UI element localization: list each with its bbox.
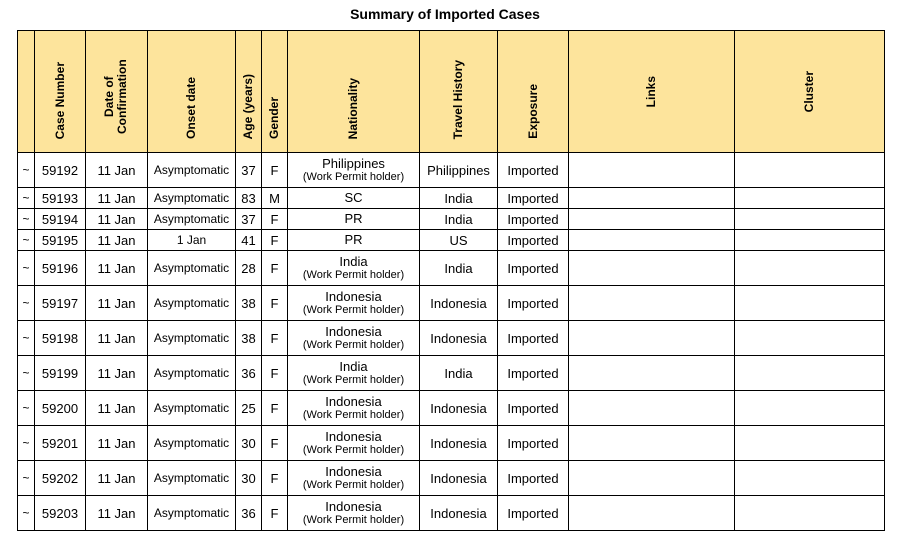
age-cell: 30 <box>236 426 262 461</box>
case-number-cell: 59198 <box>35 321 86 356</box>
row-marker: ~ <box>18 230 35 251</box>
exposure-cell: Imported <box>498 426 569 461</box>
cluster-cell <box>735 426 885 461</box>
links-cell <box>569 209 735 230</box>
gender-cell: F <box>262 209 288 230</box>
row-marker: ~ <box>18 426 35 461</box>
table-body <box>18 153 885 531</box>
row-marker: ~ <box>18 153 35 188</box>
table-row <box>18 321 885 356</box>
header-marker <box>18 31 35 153</box>
header-cluster: Cluster <box>735 31 885 153</box>
gender-cell: F <box>262 230 288 251</box>
age-cell: 36 <box>236 356 262 391</box>
age-cell: 41 <box>236 230 262 251</box>
table-row <box>18 230 885 251</box>
date-of-confirmation-cell: 11 Jan <box>86 251 148 286</box>
travel-history-cell: India <box>420 251 498 286</box>
links-cell <box>569 188 735 209</box>
links-cell <box>569 153 735 188</box>
exposure-cell: Imported <box>498 356 569 391</box>
page-title: Summary of Imported Cases <box>350 6 540 22</box>
nationality-value: Indonesia <box>325 393 382 409</box>
header-gender: Gender <box>262 31 288 153</box>
age-cell: 38 <box>236 286 262 321</box>
nationality-cell <box>288 496 420 531</box>
date-of-confirmation-cell: 11 Jan <box>86 391 148 426</box>
cluster-cell <box>735 188 885 209</box>
nationality-note: (Work Permit holder) <box>302 513 405 526</box>
gender-cell: F <box>262 426 288 461</box>
row-marker: ~ <box>18 356 35 391</box>
travel-history-cell: Philippines <box>420 153 498 188</box>
date-of-confirmation-cell: 11 Jan <box>86 321 148 356</box>
date-of-confirmation-cell: 11 Jan <box>86 286 148 321</box>
nationality-note: (Work Permit holder) <box>302 478 405 491</box>
header-links: Links <box>569 31 735 153</box>
links-cell <box>569 251 735 286</box>
age-cell: 28 <box>236 251 262 286</box>
nationality-value: PR <box>344 211 363 226</box>
nationality-cell <box>288 251 420 286</box>
travel-history-cell: India <box>420 209 498 230</box>
onset-date-cell: Asymptomatic <box>148 356 236 391</box>
travel-history-cell: India <box>420 188 498 209</box>
onset-date-cell: Asymptomatic <box>148 251 236 286</box>
exposure-cell: Imported <box>498 496 569 531</box>
table-row <box>18 356 885 391</box>
age-cell: 25 <box>236 391 262 426</box>
table-row <box>18 391 885 426</box>
exposure-cell: Imported <box>498 391 569 426</box>
nationality-cell <box>288 356 420 391</box>
table-row <box>18 496 885 531</box>
gender-cell: F <box>262 356 288 391</box>
nationality-value: Indonesia <box>325 323 382 339</box>
header-case-number: Case Number <box>35 31 86 153</box>
gender-cell: F <box>262 391 288 426</box>
row-marker: ~ <box>18 461 35 496</box>
case-number-cell: 59196 <box>35 251 86 286</box>
table-row <box>18 188 885 209</box>
nationality-cell <box>288 230 420 251</box>
table-row <box>18 209 885 230</box>
onset-date-cell: Asymptomatic <box>148 496 236 531</box>
gender-cell: F <box>262 153 288 188</box>
case-number-cell: 59192 <box>35 153 86 188</box>
nationality-note: (Work Permit holder) <box>302 268 405 281</box>
nationality-value: Indonesia <box>325 428 382 444</box>
cluster-cell <box>735 251 885 286</box>
onset-date-cell: Asymptomatic <box>148 153 236 188</box>
nationality-cell <box>288 286 420 321</box>
exposure-cell: Imported <box>498 251 569 286</box>
nationality-cell <box>288 461 420 496</box>
cluster-cell <box>735 230 885 251</box>
travel-history-cell: Indonesia <box>420 286 498 321</box>
nationality-value: PR <box>344 232 363 247</box>
cluster-cell <box>735 391 885 426</box>
nationality-value: SC <box>344 190 363 205</box>
links-cell <box>569 286 735 321</box>
exposure-cell: Imported <box>498 153 569 188</box>
nationality-cell <box>288 209 420 230</box>
onset-date-cell: Asymptomatic <box>148 426 236 461</box>
table-row <box>18 286 885 321</box>
nationality-value: Indonesia <box>325 288 382 304</box>
nationality-cell <box>288 153 420 188</box>
travel-history-cell: Indonesia <box>420 461 498 496</box>
row-marker: ~ <box>18 321 35 356</box>
travel-history-cell: Indonesia <box>420 391 498 426</box>
exposure-cell: Imported <box>498 461 569 496</box>
case-number-cell: 59203 <box>35 496 86 531</box>
table-row <box>18 153 885 188</box>
gender-cell: M <box>262 188 288 209</box>
age-cell: 30 <box>236 461 262 496</box>
nationality-value: Indonesia <box>325 498 382 514</box>
nationality-cell <box>288 321 420 356</box>
cluster-cell <box>735 286 885 321</box>
exposure-cell: Imported <box>498 286 569 321</box>
case-number-cell: 59197 <box>35 286 86 321</box>
case-number-cell: 59200 <box>35 391 86 426</box>
onset-date-cell: Asymptomatic <box>148 209 236 230</box>
nationality-note: (Work Permit holder) <box>302 443 405 456</box>
onset-date-cell: Asymptomatic <box>148 321 236 356</box>
nationality-note: (Work Permit holder) <box>302 170 405 183</box>
gender-cell: F <box>262 321 288 356</box>
table-row <box>18 426 885 461</box>
cluster-cell <box>735 496 885 531</box>
links-cell <box>569 461 735 496</box>
links-cell <box>569 321 735 356</box>
date-of-confirmation-cell: 11 Jan <box>86 209 148 230</box>
case-number-cell: 59193 <box>35 188 86 209</box>
date-of-confirmation-cell: 11 Jan <box>86 356 148 391</box>
nationality-note: (Work Permit holder) <box>302 408 405 421</box>
gender-cell: F <box>262 496 288 531</box>
links-cell <box>569 496 735 531</box>
travel-history-cell: US <box>420 230 498 251</box>
travel-history-cell: Indonesia <box>420 321 498 356</box>
nationality-value: India <box>339 358 368 374</box>
nationality-note: (Work Permit holder) <box>302 338 405 351</box>
nationality-note: (Work Permit holder) <box>302 373 405 386</box>
table-row <box>18 461 885 496</box>
nationality-note: (Work Permit holder) <box>302 303 405 316</box>
cluster-cell <box>735 209 885 230</box>
exposure-cell: Imported <box>498 230 569 251</box>
header-nationality: Nationality <box>288 31 420 153</box>
header-row <box>18 31 885 153</box>
row-marker: ~ <box>18 188 35 209</box>
nationality-cell <box>288 188 420 209</box>
date-of-confirmation-cell: 11 Jan <box>86 496 148 531</box>
nationality-value: Philippines <box>322 155 385 171</box>
travel-history-cell: Indonesia <box>420 496 498 531</box>
row-marker: ~ <box>18 391 35 426</box>
links-cell <box>569 426 735 461</box>
header-exposure: Exposure <box>498 31 569 153</box>
links-cell <box>569 230 735 251</box>
exposure-cell: Imported <box>498 321 569 356</box>
age-cell: 83 <box>236 188 262 209</box>
travel-history-cell: Indonesia <box>420 426 498 461</box>
nationality-cell <box>288 391 420 426</box>
age-cell: 37 <box>236 209 262 230</box>
onset-date-cell: Asymptomatic <box>148 391 236 426</box>
header-onset-date: Onset date <box>148 31 236 153</box>
case-number-cell: 59195 <box>35 230 86 251</box>
nationality-value: Indonesia <box>325 463 382 479</box>
gender-cell: F <box>262 286 288 321</box>
header-date-of-confirmation: Date of Confirmation <box>86 31 148 153</box>
onset-date-cell: Asymptomatic <box>148 188 236 209</box>
cluster-cell <box>735 461 885 496</box>
row-marker: ~ <box>18 209 35 230</box>
date-of-confirmation-cell: 11 Jan <box>86 230 148 251</box>
date-of-confirmation-cell: 11 Jan <box>86 153 148 188</box>
age-cell: 37 <box>236 153 262 188</box>
nationality-value: India <box>339 253 368 269</box>
onset-date-cell: Asymptomatic <box>148 461 236 496</box>
table-row <box>18 251 885 286</box>
case-number-cell: 59194 <box>35 209 86 230</box>
gender-cell: F <box>262 461 288 496</box>
onset-date-cell: Asymptomatic <box>148 286 236 321</box>
nationality-cell <box>288 426 420 461</box>
cluster-cell <box>735 321 885 356</box>
links-cell <box>569 356 735 391</box>
gender-cell: F <box>262 251 288 286</box>
case-number-cell: 59201 <box>35 426 86 461</box>
travel-history-cell: India <box>420 356 498 391</box>
onset-date-cell: 1 Jan <box>148 230 236 251</box>
links-cell <box>569 391 735 426</box>
cluster-cell <box>735 356 885 391</box>
row-marker: ~ <box>18 286 35 321</box>
case-number-cell: 59199 <box>35 356 86 391</box>
row-marker: ~ <box>18 251 35 286</box>
header-age: Age (years) <box>236 31 262 153</box>
cluster-cell <box>735 153 885 188</box>
age-cell: 36 <box>236 496 262 531</box>
date-of-confirmation-cell: 11 Jan <box>86 188 148 209</box>
exposure-cell: Imported <box>498 188 569 209</box>
row-marker: ~ <box>18 496 35 531</box>
date-of-confirmation-cell: 11 Jan <box>86 461 148 496</box>
case-number-cell: 59202 <box>35 461 86 496</box>
imported-cases-table <box>17 30 885 531</box>
age-cell: 38 <box>236 321 262 356</box>
header-travel-history: Travel History <box>420 31 498 153</box>
exposure-cell: Imported <box>498 209 569 230</box>
date-of-confirmation-cell: 11 Jan <box>86 426 148 461</box>
